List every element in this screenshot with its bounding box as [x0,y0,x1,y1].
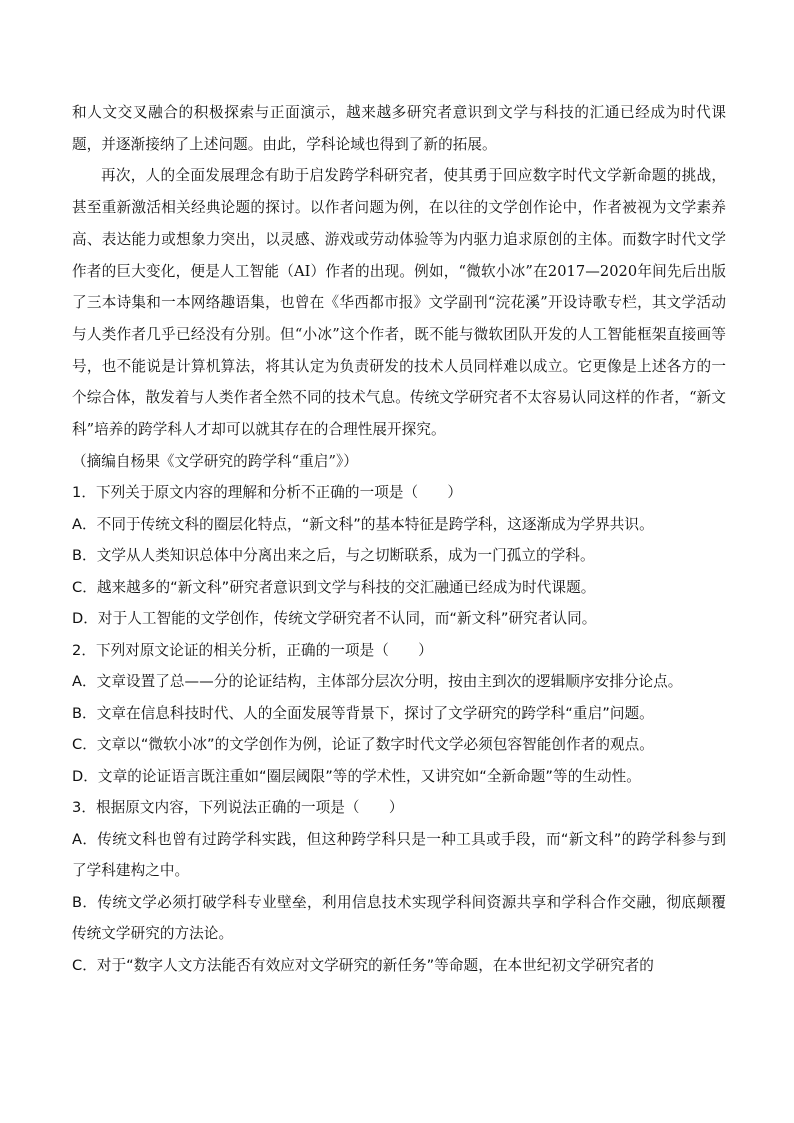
page-content [72,97,726,981]
answer-option: B．传统文学必须打破学科专业壁垒，利用信息技术实现学科间资源共享和学科合作交融，彻底颠覆传统文学研究的方法论。 [72,893,726,943]
question-list [72,477,726,981]
answer-option: D．对于人工智能的文学创作，传统文学研究者不认同，而“新文科”研究者认同。 [72,610,597,628]
answer-option: D．文章的论证语言既注重如“圈层阈限”等的学术性，又讲究如“全新命题”等的生动性。 [72,767,641,785]
answer-option: C．对于“数字人文方法能否有效应对文学研究的新任务”等命题，在本世纪初文学研究者的 [72,956,654,974]
reading-passage [72,97,726,477]
question-stem: 3．根据原文内容，下列说法正确的一项是（ ） [72,799,404,817]
question-stem: 2．下列对原文论证的相关分析，正确的一项是（ ） [72,641,433,659]
passage-paragraph: 再次，人的全面发展理念有助于启发跨学科研究者，使其勇于回应数字时代文学新命题的挑战，甚至重新激活相关经典论题的探讨。以作者问题为例，在以往的文学创作论中，作者被视为文学素养高、表达能力或想象力突出，以灵感、游戏或劳动体验等为内驱力追求原创的主体。而数字时代文学作者的巨大变化，便是人工智能（AI）作者的出现。例如，“微软小冰”在2017—2020年间先后出版了三本诗集和一本网络趣语集，也曾在《华西都市报》文学副刊“浣花溪”开设诗歌专栏，其文学活动与人类作者几乎已经没有分别。但“小冰”这个作者，既不能与微软团队开发的人工智能框架直接画等号，也不能说是计算机算法，将其认定为负责研发的技术人员同样难以成立。它更像是上述各方的一个综合体，散发着与人类作者全然不同的技术气息。传统文学研究者不太容易认同这样的作者，“新文科”培养的跨学科人才却可以就其存在的合理性展开探究。 [72,167,726,439]
passage-paragraph: 和人文交叉融合的积极探索与正面演示，越来越多研究者意识到文学与科技的汇通已经成为时代课题，并逐渐接纳了上述问题。由此，学科论域也得到了新的拓展。 [72,104,726,153]
question-block [72,635,726,793]
answer-option: C．文章以“微软小冰”的文学创作为例，论证了数字时代文学必须包容智能创作者的观点。 [72,736,654,754]
question-block [72,792,726,981]
question-stem: 1．下列关于原文内容的理解和分析不正确的一项是（ ） [72,484,463,502]
answer-option: B．文章在信息科技时代、人的全面发展等背景下，探讨了文学研究的跨学科“重启”问题。 [72,704,654,722]
answer-option: B．文学从人类知识总体中分离出来之后，与之切断联系，成为一门孤立的学科。 [72,547,595,565]
passage-citation: （摘编自杨果《文学研究的跨学科“重启”》） [72,452,358,470]
answer-option: A．不同于传统文科的圈层化特点，“新文科”的基本特征是跨学科，这逐渐成为学界共识。 [72,515,654,533]
question-block [72,477,726,635]
answer-option: A．文章设置了总——分的论证结构，主体部分层次分明，按由主到次的逻辑顺序安排分论点。 [72,673,683,691]
answer-option: A．传统文科也曾有过跨学科实践，但这种跨学科只是一种工具或手段，而“新文科”的跨学科参与到了学科建构之中。 [72,830,726,880]
answer-option: C．越来越多的“新文科”研究者意识到文学与科技的交汇融通已经成为时代课题。 [72,578,596,596]
